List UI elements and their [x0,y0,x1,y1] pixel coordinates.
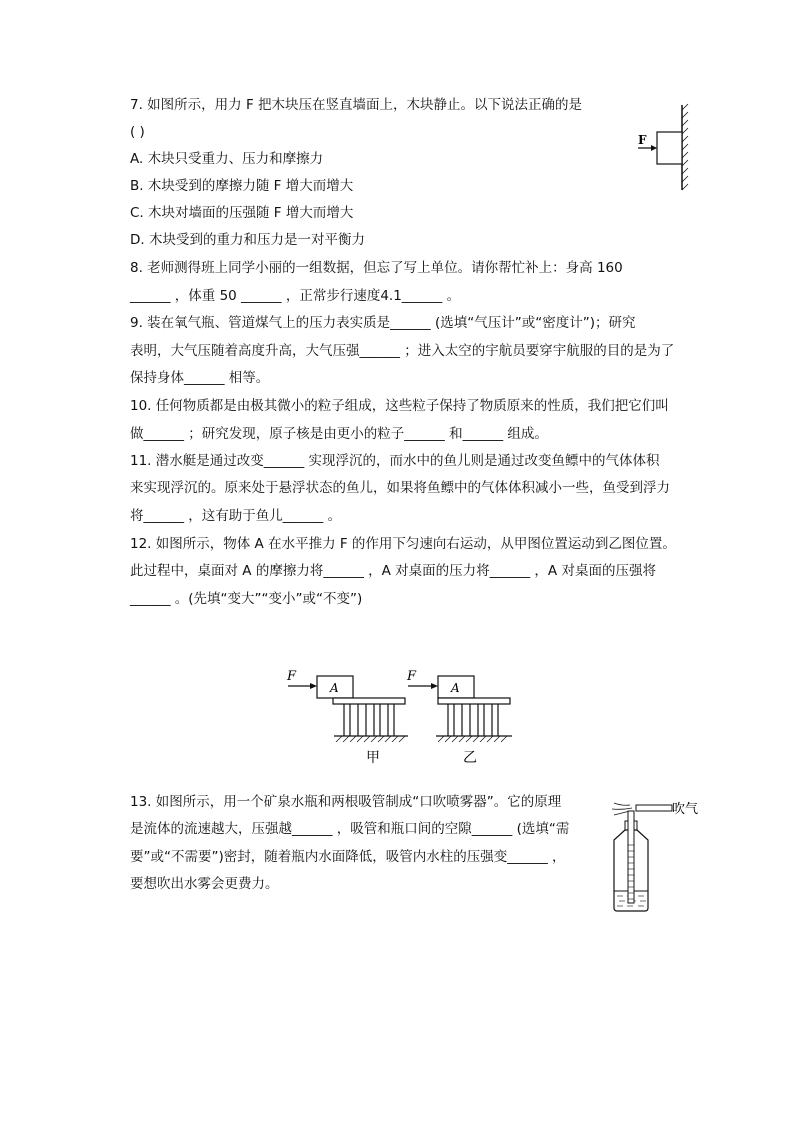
q7-figure-wall-block [630,100,700,195]
q11-line-1: 11. 潜水艇是通过改变______ 实现浮沉的，而水中的鱼儿则是通过改变鱼鳔中的气体体积 [130,453,660,469]
q12-table-right [406,669,512,766]
q13-figure-sprayer [600,795,700,920]
q11-line-2: 来实现浮沉的。原来处于悬浮状态的鱼儿，如果将鱼鳔中的气体体积减小一些，鱼受到浮力 [130,480,670,496]
q9-line-3: 保持身体______ 相等。 [130,370,270,386]
q13-line-2: 是流体的流速越大，压强越______ ，吸管和瓶口间的空隙______ (选填“需 [130,821,570,837]
q12-figure-tables [280,664,520,774]
q9-line-1: 9. 装在氧气瓶、管道煤气上的压力表实质是______ (选填“气压计”或“密度计”)；研究 [130,315,636,331]
q12-caption-left: 甲 [366,750,380,766]
q10-line-1: 10. 任何物质都是由极其微小的粒子组成，这些粒子保持了物质原来的性质，我们把它们叫 [130,398,669,414]
q12-left-force-label: F [287,669,297,684]
q13-line-4: 要想吹出水雾会更费力。 [130,876,279,892]
q12-left-block-label: A [330,681,339,695]
q13-line-1: 13. 如图所示，用一个矿泉水瓶和两根吸管制成“口吹喷雾器”。它的原理 [130,794,562,810]
q12-right-block-label: A [451,681,460,695]
q8-line-2: ______ ，体重 50 ______ ，正常步行速度4.1______ 。 [130,288,461,304]
q12-table-left [286,669,408,766]
q7-option-d: D. 木块受到的重力和压力是一对平衡力 [130,232,365,248]
q12-right-force-label: F [407,669,417,684]
q9-line-2: 表明，大气压随着高度升高，大气压强______ ；进入太空的宇航员要穿宇航服的目的是为了 [130,343,675,359]
q10-line-2: 做______ ；研究发现，原子核是由更小的粒子______ 和______ 组成。 [130,426,548,442]
q12-line-2: 此过程中，桌面对 A 的摩擦力将______ ，A 对桌面的压力将______ ，A 对桌面的压强将 [130,563,656,579]
q7-force-label: F [638,133,647,147]
q7-option-b: B. 木块受到的摩擦力随 F 增大而增大 [130,178,354,194]
q12-caption-right: 乙 [463,750,477,766]
q7-option-c: C. 木块对墙面的压强随 F 增大而增大 [130,205,354,221]
q7-option-a: A. 木块只受重力、压力和摩擦力 [130,151,324,167]
q12-line-3: ______ 。(先填“变大”“变小”或“不变”) [130,591,363,607]
q12-line-1: 12. 如图所示，物体 A 在水平推力 F 的作用下匀速向右运动，从甲图位置运动到乙图位置。 [130,536,676,552]
q13-line-3: 要”或“不需要”)密封，随着瓶内水面降低，吸管内水柱的压强变______ ， [130,849,566,865]
q11-line-3: 将______ ，这有助于鱼儿______ 。 [130,508,342,524]
q7-stem-line-1: 7. 如图所示，用力 F 把木块压在竖直墙面上，木块静止。以下说法正确的是 [130,97,583,113]
q8-line-1: 8. 老师测得班上同学小丽的一组数据，但忘了写上单位。请你帮忙补上：身高 160 [130,260,623,276]
q13-blow-label: 吹气 [672,802,699,817]
q7-stem-line-2: ( ) [130,124,145,140]
